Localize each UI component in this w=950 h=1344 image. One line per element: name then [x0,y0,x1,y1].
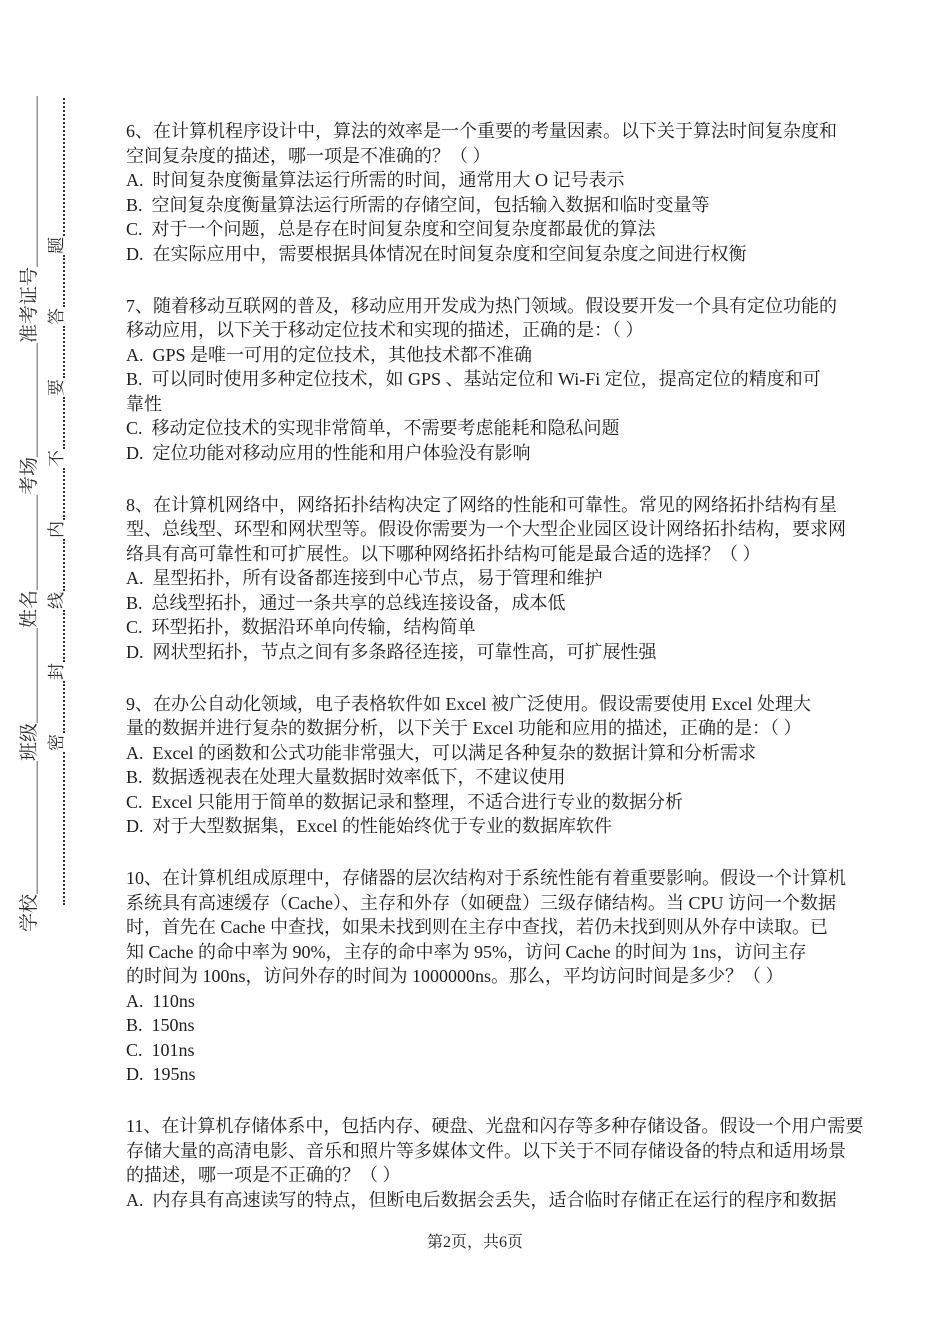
seal-dots-segment [63,752,65,905]
seal-dots-segment [63,255,65,307]
question-line: D. 195ns [126,1064,196,1084]
question-line: 9、在办公自动化领域，电子表格软件如 Excel 被广泛使用。假设需要使用 Excel 处理大 [126,693,811,714]
seal-dots-segment [63,681,65,733]
seal-dots-segment [63,468,65,520]
seal-dots-segment [63,98,65,236]
seal-dots-segment [63,326,65,378]
seal-character: 封 [47,663,66,680]
question-line: 靠性 [126,393,162,414]
question-line: 10、在计算机组成原理中，存储器的层次结构对于系统性能有着重要影响。假设一个计算机 [126,868,846,888]
question-line: 7、随着移动互联网的普及，移动应用开发成为热门领域。假设要开发一个具有定位功能的 [126,295,837,316]
question-line: A. Excel 的函数和公式功能非常强大，可以满足各种复杂的数据计算和分析需求 [126,742,756,763]
question-line: D. 定位功能对移动应用的性能和用户体验没有影响 [126,442,531,463]
question-line: A. 110ns [126,990,195,1011]
seal-character: 线 [47,592,66,609]
question-line: A. 时间复杂度衡量算法运行所需的时间，通常用大 O 记号表示 [126,170,625,190]
question-line: 知 Cache 的命中率为 90%，主存的命中率为 95%，访问 Cache 的时间为 1ns，访问主存 [126,941,807,962]
question-line: 型、总线型、环型和网状型等。假设你需要为一个大型企业园区设计网络拓扑结构，要求网 [126,519,846,539]
seal-character: 密 [47,734,66,751]
question-block-7 [126,294,871,466]
question-block-10 [126,866,871,1087]
questions-area [126,119,871,1240]
seal-dots-segment [63,397,65,449]
question-line: B. 可以同时使用多种定位技术，如 GPS 、基站定位和 Wi-Fi 定位，提高定位的精度和可 [126,369,821,389]
question-line: 时，首先在 Cache 中查找，如果未找到则在主存中查找，若仍未找到则从外存中读取。已 [126,917,828,937]
page-footer: 第2页，共6页 [426,1234,523,1251]
question-line: 系统具有高速缓存（Cache）、主存和外存（如硬盘）三级存储结构。当 CPU 访问一个数据 [126,892,836,913]
question-line: 移动应用，以下关于移动定位技术和实现的描述，正确的是：（ ） [126,320,644,340]
question-line: 的描述，哪一项是不正确的？（ ） [126,1165,401,1185]
seal-character: 题 [47,237,66,254]
question-line: A. GPS 是唯一可用的定位技术，其他技术都不准确 [126,344,533,365]
question-line: 8、在计算机网络中，网络拓扑结构决定了网络的性能和可靠性。常见的网络拓扑结构有星 [126,494,837,515]
question-line: C. 101ns [126,1039,195,1060]
question-block-8 [126,493,871,665]
question-line: A. 内存具有高速读写的特点，但断电后数据会丢失，适合临时存储正在运行的程序和数据 [126,1189,837,1210]
question-block-6 [126,119,871,266]
question-line: 络具有高可靠性和可扩展性。以下哪种网络拓扑结构可能是最合适的选择？（ ） [126,543,761,564]
question-line: B. 总线型拓扑，通过一条共享的总线连接设备，成本低 [126,592,566,613]
seal-dotted-line [47,100,67,905]
question-line: D. 在实际应用中，需要根据具体情况在时间复杂度和空间复杂度之间进行权衡 [126,243,747,264]
question-line: 存储大量的高清电影、音乐和照片等多媒体文件。以下关于不同存储设备的特点和适用场景 [126,1140,846,1161]
question-line: D. 对于大型数据集，Excel 的性能始终优于专业的数据库软件 [126,816,612,836]
question-line: C. 对于一个问题，总是存在时间复杂度和空间复杂度都最优的算法 [126,219,656,239]
seal-character: 内 [47,521,66,538]
question-block-9 [126,692,871,839]
seal-dots-segment [63,539,65,591]
question-line: 量的数据并进行复杂的数据分析，以下关于 Excel 功能和应用的描述，正确的是：（ ） [126,718,802,738]
question-line: C. 移动定位技术的实现非常简单，不需要考虑能耗和隐私问题 [126,418,620,438]
student-info-vertical-fields: 学校＿＿＿＿＿＿＿班级＿＿＿＿＿姓名＿＿＿＿＿考场＿＿＿＿＿＿准考证号＿＿＿＿＿＿＿＿＿ [19,95,40,932]
question-line: C. 环型拓扑，数据沿环单向传输，结构简单 [126,617,476,637]
question-line: 6、在计算机程序设计中，算法的效率是一个重要的考量因素。以下关于算法时间复杂度和 [126,121,837,141]
seal-character: 答 [47,308,66,325]
question-line: D. 网状型拓扑，节点之间有多条路径连接，可靠性高，可扩展性强 [126,641,657,662]
seal-character: 不 [47,450,66,467]
question-line: 的时间为 100ns，访问外存的时间为 1000000ns。那么，平均访问时间是多少？（ ） [126,966,784,986]
seal-dots-segment [63,610,65,662]
question-line: B. 空间复杂度衡量算法运行所需的存储空间，包括输入数据和临时变量等 [126,194,710,215]
question-line: B. 数据透视表在处理大量数据时效率低下，不建议使用 [126,767,566,787]
question-line: 空间复杂度的描述，哪一项是不准确的？（ ） [126,145,491,166]
question-line: 11、在计算机存储体系中，包括内存、硬盘、光盘和闪存等多种存储设备。假设一个用户需要 [126,1116,864,1136]
question-line: C. Excel 只能用于简单的数据记录和整理，不适合进行专业的数据分析 [126,791,683,812]
question-block-11 [126,1114,871,1212]
question-line: A. 星型拓扑，所有设备都连接到中心节点，易于管理和维护 [126,568,603,588]
question-line: B. 150ns [126,1015,195,1035]
seal-character: 要 [47,379,66,396]
